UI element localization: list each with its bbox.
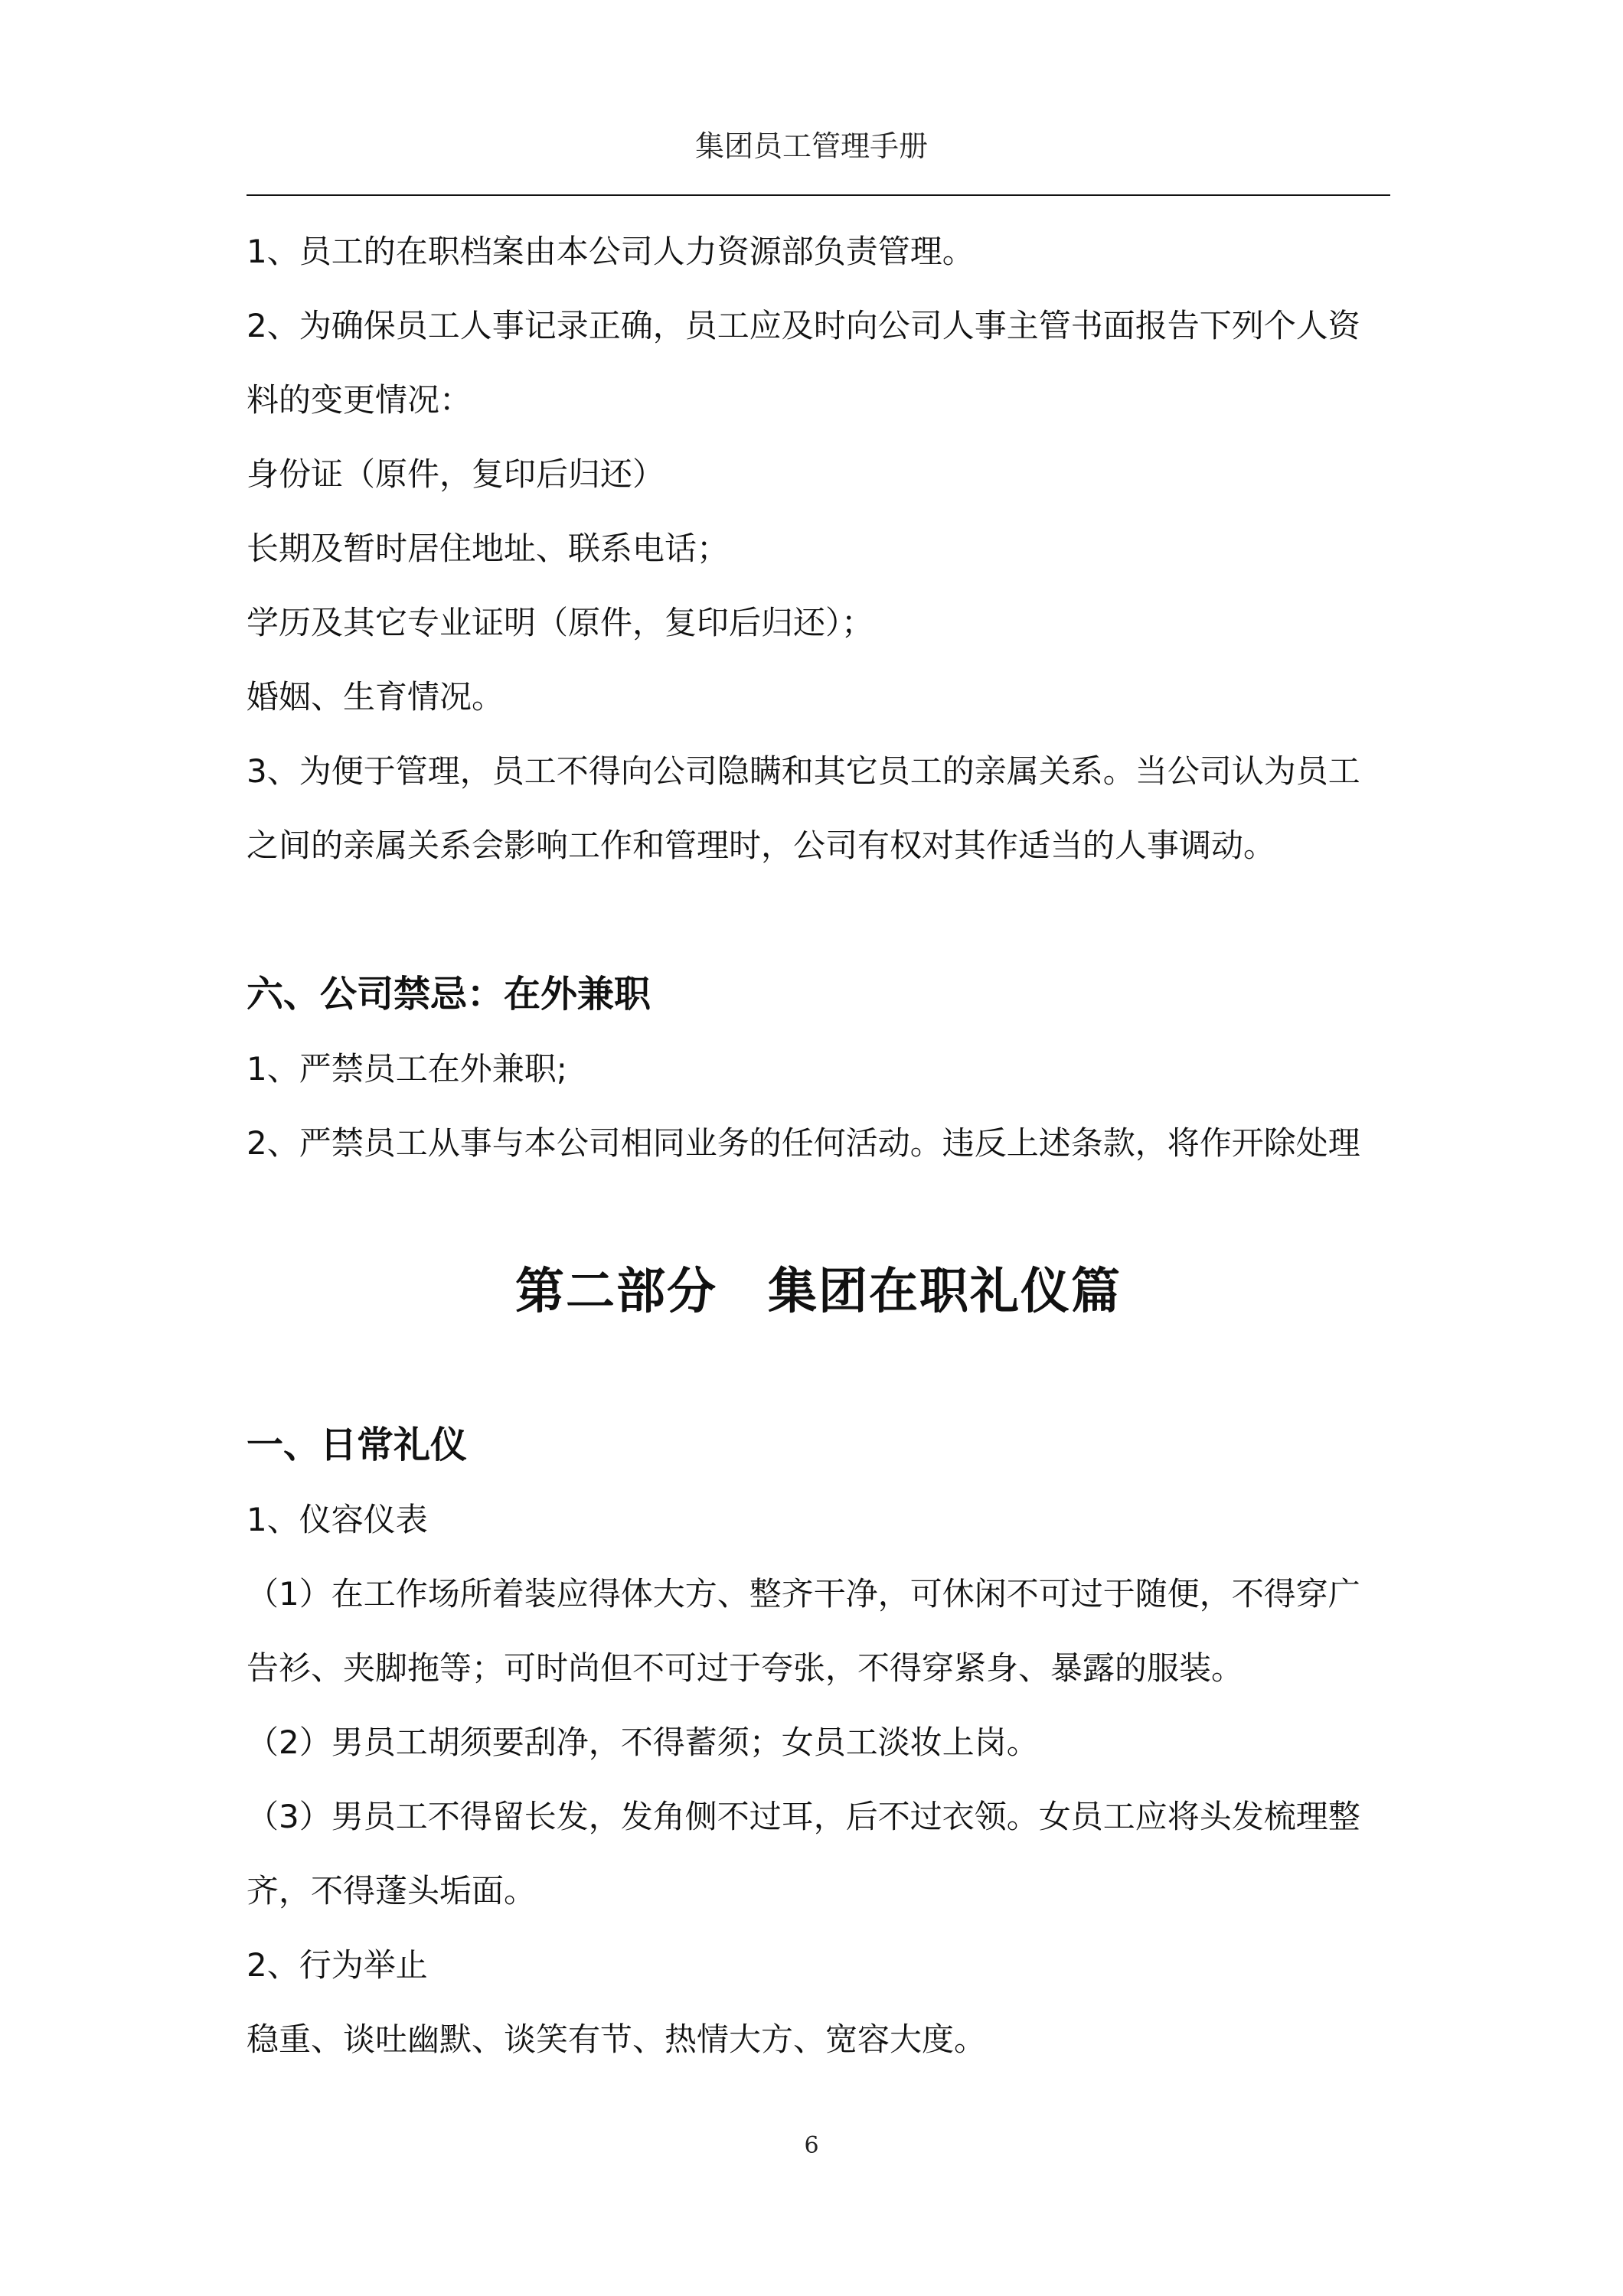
document-body	[247, 214, 1390, 2076]
spacer	[247, 1180, 1390, 1246]
list-item: 长期及暂时居住地址、联系电话；	[247, 530, 730, 567]
list-item: 身份证（原件，复印后归还）	[247, 455, 665, 493]
list-item: 婚姻、生育情况。	[247, 678, 505, 716]
paragraph: （2）男员工胡须要刮净，不得蓄须；女员工淡妆上岗。	[247, 1724, 1039, 1761]
paragraph: 2、为确保员工人事记录正确，员工应及时向公司人事主管书面报告下列个人资	[247, 307, 1360, 344]
paragraph: （3）男员工不得留长发，发角侧不过耳，后不过衣领。女员工应将头发梳理整	[247, 1798, 1360, 1835]
paragraph: 告衫、夹脚拖等；可时尚但不可过于夸张，不得穿紧身、暴露的服装。	[247, 1649, 1244, 1687]
spacer	[247, 882, 1390, 957]
part-two-title: 第二部分 集团在职礼仪篇	[515, 1264, 1122, 1320]
subheading: 1、仪容仪表	[247, 1501, 428, 1538]
page-number: 6	[804, 2132, 819, 2159]
paragraph: 2、严禁员工从事与本公司相同业务的任何活动。违反上述条款，将作开除处理	[247, 1124, 1360, 1162]
paragraph: （1）在工作场所着装应得体大方、整齐干净，可休闲不可过于随便，不得穿广	[247, 1575, 1360, 1613]
paragraph: 3、为便于管理，员工不得向公司隐瞒和其它员工的亲属关系。当公司认为员工	[247, 752, 1360, 790]
paragraph: 稳重、谈吐幽默、谈笑有节、热情大方、宽容大度。	[247, 2020, 987, 2058]
running-header: 集团员工管理手册	[694, 129, 928, 163]
paragraph: 之间的亲属关系会影响工作和管理时，公司有权对其作适当的人事调动。	[247, 827, 1276, 864]
section-heading-daily-etiquette: 一、日常礼仪	[247, 1424, 468, 1466]
paragraph: 齐，不得蓬头垢面。	[247, 1872, 537, 1910]
list-item: 学历及其它专业证明（原件，复印后归还）；	[247, 604, 874, 641]
spacer	[247, 1338, 1390, 1408]
paragraph: 料的变更情况：	[247, 381, 472, 419]
subheading: 2、行为举止	[247, 1946, 428, 1984]
paragraph: 1、严禁员工在外兼职;	[247, 1050, 567, 1088]
paragraph: 1、员工的在职档案由本公司人力资源部负责管理。	[247, 233, 975, 270]
header-divider	[247, 194, 1390, 196]
section-heading-six: 六、公司禁忌：在外兼职	[247, 973, 651, 1016]
